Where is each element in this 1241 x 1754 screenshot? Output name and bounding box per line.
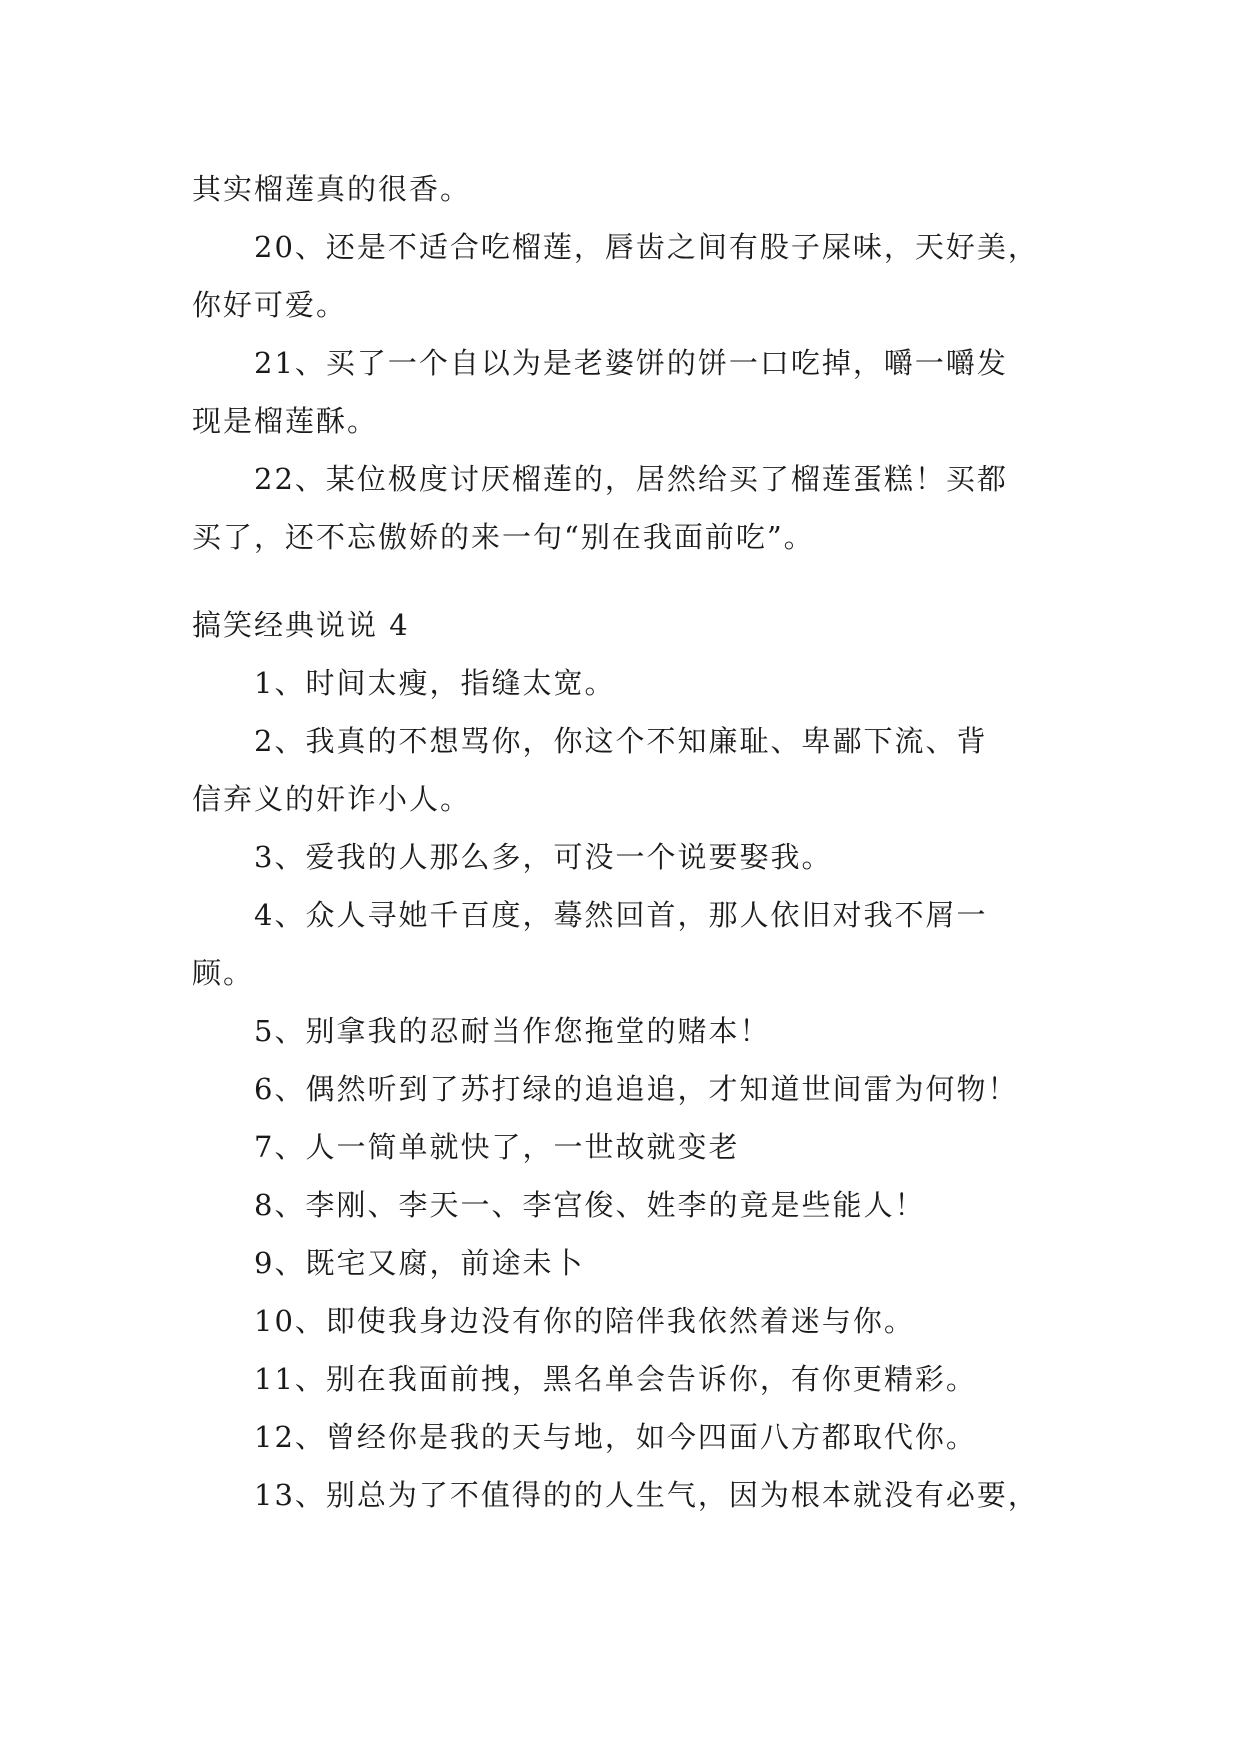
text-line: 11、别在我面前拽，黑名单会告诉你，有你更精彩。: [254, 1362, 977, 1396]
text-line: 13、别总为了不值得的的人生气，因为根本就没有必要，: [254, 1478, 1039, 1512]
text-line: 21、买了一个自以为是老婆饼的饼一口吃掉，嚼一嚼发: [254, 346, 1008, 380]
text-line: 你好可爱。: [192, 288, 348, 322]
text-line: 买了，还不忘傲娇的来一句“别在我面前吃”。: [192, 520, 815, 554]
text-line: 信弃义的奸诈小人。: [192, 782, 472, 816]
text-line: 4、众人寻她千百度，蓦然回首，那人依旧对我不屑一: [254, 898, 988, 932]
text-line: 8、李刚、李天一、李宫俊、姓李的竟是些能人！: [254, 1188, 926, 1222]
text-line: 9、既宅又腐，前途未卜: [254, 1246, 585, 1280]
document-body: [192, 160, 1072, 1524]
text-line: 其实榴莲真的很香。: [192, 172, 472, 206]
text-line: 20、还是不适合吃榴莲，唇齿之间有股子屎味，天好美，: [254, 230, 1039, 264]
text-line: 1、时间太瘦，指缝太宽。: [254, 666, 616, 700]
section-gap: [192, 566, 1072, 596]
text-line: 5、别拿我的忍耐当作您拖堂的赌本！: [254, 1014, 771, 1048]
text-line: 2、我真的不想骂你，你这个不知廉耻、卑鄙下流、背: [254, 724, 988, 758]
text-line: 6、偶然听到了苏打绿的追追追，才知道世间雷为何物！: [254, 1072, 1019, 1106]
text-line: 顾。: [192, 956, 255, 990]
text-line: 7、人一简单就快了，一世故就变老: [254, 1130, 740, 1164]
text-line: 12、曾经你是我的天与地，如今四面八方都取代你。: [254, 1420, 977, 1454]
section-title: 搞笑经典说说 4: [192, 608, 410, 642]
text-line: 现是榴莲酥。: [192, 404, 379, 438]
text-line: 3、爱我的人那么多，可没一个说要娶我。: [254, 840, 833, 874]
text-line: 22、某位极度讨厌榴莲的，居然给买了榴莲蛋糕！买都: [254, 462, 1008, 496]
text-line: 10、即使我身边没有你的陪伴我依然着迷与你。: [254, 1304, 915, 1338]
